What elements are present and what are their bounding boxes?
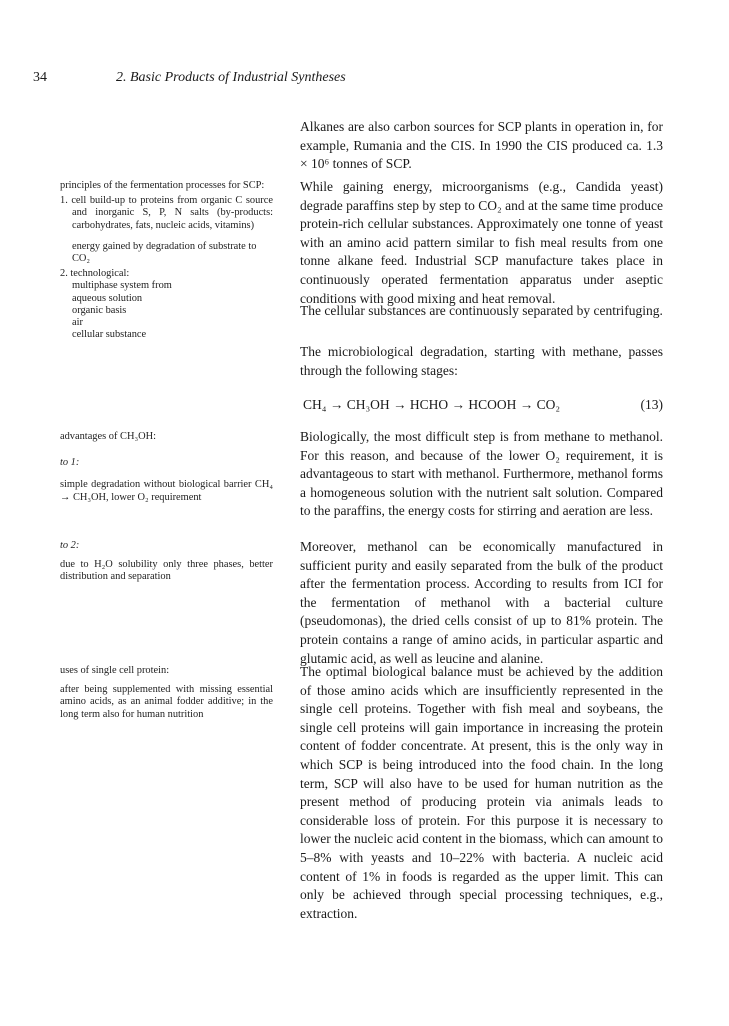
- tech-list-item: aqueous solution: [72, 292, 143, 304]
- margin-note-to2: [60, 540, 273, 584]
- principles-title: principles of the fermentation processes for SCP:: [60, 180, 265, 191]
- energy-note: energy gained by degradation of substrate to CO₂: [72, 240, 257, 265]
- tech-list-item: organic basis: [72, 304, 127, 316]
- principles-item-1: 1. cell build-up to proteins from organic C source and inorganic S, P, N salts (by-products: carbohydrates, fats, nucleic acids, vitamins): [60, 195, 273, 231]
- main-paragraph-3: The cellular substances are continuously separated by centrifuging.: [300, 303, 663, 318]
- to2-text: due to H₂O solubility only three phases, better distribution and separation: [60, 559, 273, 583]
- principles-item-2: 2. technological:: [60, 268, 130, 280]
- to2-label: to 2:: [60, 540, 80, 551]
- tech-list-item: cellular substance: [72, 329, 147, 341]
- margin-note-advantages: [60, 431, 273, 504]
- margin-note-principles: [60, 180, 273, 341]
- tech-list-item: multiphase system from: [72, 280, 172, 292]
- equation-formula: CH₄ → CH₃OH → HCHO → HCOOH → CO₂: [303, 397, 561, 412]
- main-paragraph-7: The optimal biological balance must be achieved by the addition of those amino acids which are insufficiently represented in the single cell proteins. Together with fish meal and soybeans, the single cell proteins will gain importance in increasing the protein content of fodder concentrate. At present, this is the only way in which SCP is being introduced into the food chain. In the long term, SCP will also have to be used for human nutrition as the present method of producing protein via animals leads to considerable loss of protein. For this purpose it is necessary to lower the nucleic acid content in the biomass, which can amount to 5–8% with yeasts and 10–22% with bacteria. A nucleic acid content of 1% in foods is regarded as the upper limit. This can only be achieved through special processing techniques, e.g., extraction.: [300, 664, 663, 921]
- chapter-title: 2. Basic Products of Industrial Syntheses: [116, 70, 346, 85]
- main-paragraph-4: The microbiological degradation, starting with methane, passes through the following stages:: [300, 344, 663, 378]
- main-paragraph-6: Moreover, methanol can be economically manufactured in sufficient purity and easily separated from the bulk of the product after the fermentation process. According to results from ICI for the fermentation of methanol with a bacterial culture (pseudomonas), the dried cells consist of up to 81% protein. The protein contains a range of amino acids, in particular aspartic and glutamic acid, as well as leucine and alanine.: [300, 539, 663, 666]
- uses-title: uses of single cell protein:: [60, 665, 170, 676]
- tech-list-item: air: [72, 317, 83, 329]
- page-number: 34: [33, 70, 47, 85]
- main-paragraph-2: While gaining energy, microorganisms (e.g., Candida yeast) degrade paraffins step by step to CO₂ and at the same time produce protein-rich cellular substances. Approximately one tonne of yeast with an amino acid pattern similar to fish meal results from one tonne alkane feed. Industrial SCP manufacture takes place in continuously operated fermentation apparatus under aseptic conditions with good mixing and heat removal.: [300, 179, 663, 306]
- uses-text: after being supplemented with missing essential amino acids, as an animal fodder additive; in the long term also for human nutrition: [60, 684, 273, 720]
- to1-label: to 1:: [60, 457, 80, 469]
- to1-text: simple degradation without biological barrier CH₄ → CH₃OH, lower O₂ requirement: [60, 479, 273, 503]
- main-paragraph-5: Biologically, the most difficult step is from methane to methanol. For this reason, and because of the lower O₂ requirement, it is advantageous to start with methanol. Furthermore, methanol forms a homogeneous solution with the nutrient salt solution. Compared to the paraffins, the energy costs for stirring and aeration are less.: [300, 429, 663, 519]
- main-paragraph-1: Alkanes are also carbon sources for SCP plants in operation in, for example, Rumania and the CIS. In 1990 the CIS produced ca. 1.3 × 10⁶ tonnes of SCP.: [300, 119, 663, 172]
- advantages-title: advantages of CH₃OH:: [60, 431, 156, 442]
- margin-note-uses: [60, 665, 273, 721]
- equation-number: (13): [640, 397, 663, 412]
